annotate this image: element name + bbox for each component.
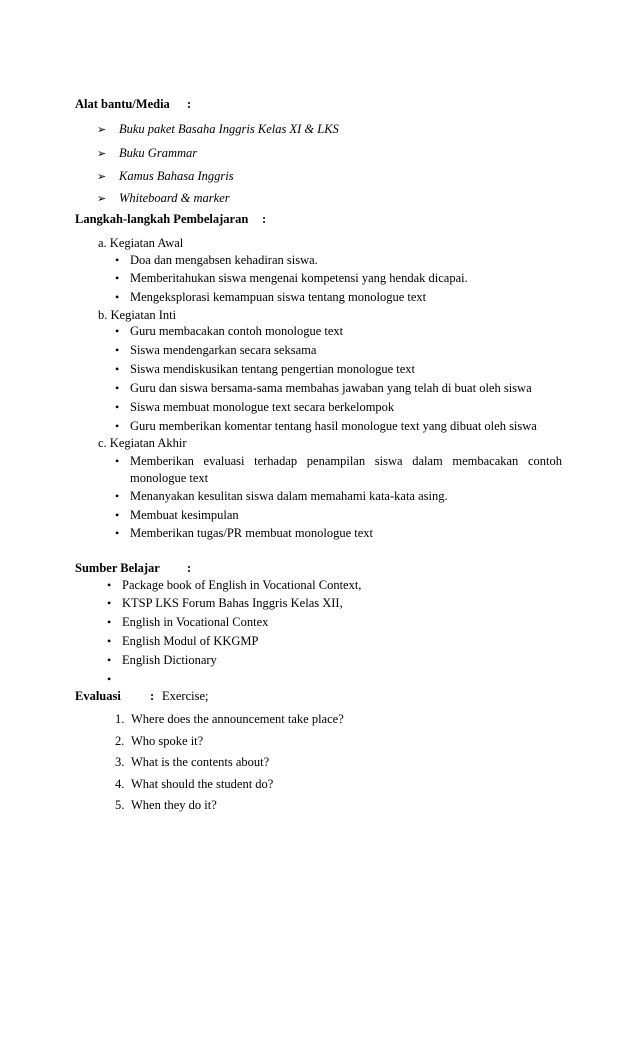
list-item: • Menanyakan kesulitan siswa dalam memahami kata-kata asing. — [115, 489, 448, 503]
section-label-awal: a. Kegiatan Awal — [98, 236, 184, 250]
arrow-bullet-icon: ➢ — [97, 170, 107, 183]
section-label-inti: b. Kegiatan Inti — [98, 308, 177, 322]
arrow-bullet-icon: ➢ — [97, 192, 107, 205]
list-item: • Guru dan siswa bersama-sama membahas jawaban yang telah di buat oleh siswa — [115, 381, 532, 395]
list-item: • Membuat kesimpulan — [115, 508, 239, 522]
heading-sumber-belajar: Sumber Belajar — [75, 561, 160, 575]
question-item: 4. What should the student do? — [115, 777, 274, 791]
bullet-dot-icon: • — [115, 290, 120, 304]
list-item: • Siswa mendengarkan secara seksama — [115, 343, 317, 357]
bullet-dot-icon: • — [115, 381, 120, 395]
question-item: 3. What is the contents about? — [115, 755, 270, 769]
heading-evaluasi: Evaluasi — [75, 689, 121, 703]
list-item: • Siswa mendiskusikan tentang pengertian monologue text — [115, 362, 416, 376]
bullet-dot-icon: • — [115, 526, 120, 540]
bullet-dot-icon: • — [115, 271, 120, 285]
list-item: • Guru memberikan komentar tentang hasil monologue text yang dibuat oleh siswa — [115, 419, 537, 433]
question-item: 1. Where does the announcement take place? — [115, 712, 344, 726]
list-item: ➢ Whiteboard & marker — [97, 191, 230, 205]
list-item: • Package book of English in Vocational Context, — [107, 578, 362, 592]
section-label-akhir: c. Kegiatan Akhir — [98, 436, 187, 450]
list-item: ➢ Buku Grammar — [97, 146, 198, 160]
bullet-dot-icon: • — [115, 400, 120, 414]
list-item: • Mengeksplorasi kemampuan siswa tentang monologue text — [115, 290, 427, 304]
heading-alat-colon: : — [187, 97, 192, 111]
bullet-dot-icon: • — [107, 615, 112, 629]
bullet-dot-icon: • — [115, 508, 120, 522]
list-item: ➢ Buku paket Basaha Inggris Kelas XI & LKS — [97, 122, 339, 136]
list-item: • Siswa membuat monologue text secara berkelompok — [115, 400, 395, 414]
question-item: 2. Who spoke it? — [115, 734, 204, 748]
bullet-dot-icon: • — [115, 362, 120, 376]
list-item: • English in Vocational Contex — [107, 615, 269, 629]
heading-evaluasi-colon: : — [150, 689, 155, 703]
bullet-dot-icon: • — [107, 634, 112, 648]
bullet-dot-icon: • — [107, 653, 112, 667]
bullet-dot-icon: • — [115, 489, 120, 503]
bullet-dot-icon: • — [107, 596, 112, 610]
list-item — [107, 671, 122, 687]
bullet-dot-icon: • — [107, 672, 112, 686]
list-item: • English Modul of KKGMP — [107, 634, 259, 648]
bullet-dot-icon: • — [115, 253, 120, 267]
bullet-dot-icon: • — [115, 343, 120, 357]
heading-sumber-colon: : — [187, 561, 192, 575]
list-item: • Memberikan tugas/PR membuat monologue text — [115, 526, 374, 540]
justified-line: Memberikan evaluasi terhadap penampilan siswa dalam membacakan contoh — [130, 454, 562, 468]
bullet-dot-icon: • — [115, 324, 120, 338]
bullet-dot-icon: • — [107, 578, 112, 592]
heading-alat-bantu: Alat bantu/Media — [75, 97, 170, 111]
list-item — [115, 453, 562, 469]
arrow-bullet-icon: ➢ — [97, 123, 107, 136]
list-item: ➢ Kamus Bahasa Inggris — [97, 169, 234, 183]
evaluasi-label: Exercise; — [162, 689, 209, 703]
list-item: • Guru membacakan contoh monologue text — [115, 324, 344, 338]
heading-langkah-colon: : — [262, 212, 267, 226]
list-item-continuation: monologue text — [130, 471, 209, 485]
list-item: • Doa dan mengabsen kehadiran siswa. — [115, 253, 318, 267]
bullet-dot-icon: • — [115, 454, 120, 468]
heading-langkah: Langkah-langkah Pembelajaran — [75, 212, 249, 226]
question-item: 5. When they do it? — [115, 798, 217, 812]
bullet-dot-icon: • — [115, 419, 120, 433]
list-item: • Memberitahukan siswa mengenai kompetensi yang hendak dicapai. — [115, 271, 468, 285]
list-item: • English Dictionary — [107, 653, 217, 667]
list-item: • KTSP LKS Forum Bahas Inggris Kelas XII, — [107, 596, 343, 610]
arrow-bullet-icon: ➢ — [97, 147, 107, 160]
